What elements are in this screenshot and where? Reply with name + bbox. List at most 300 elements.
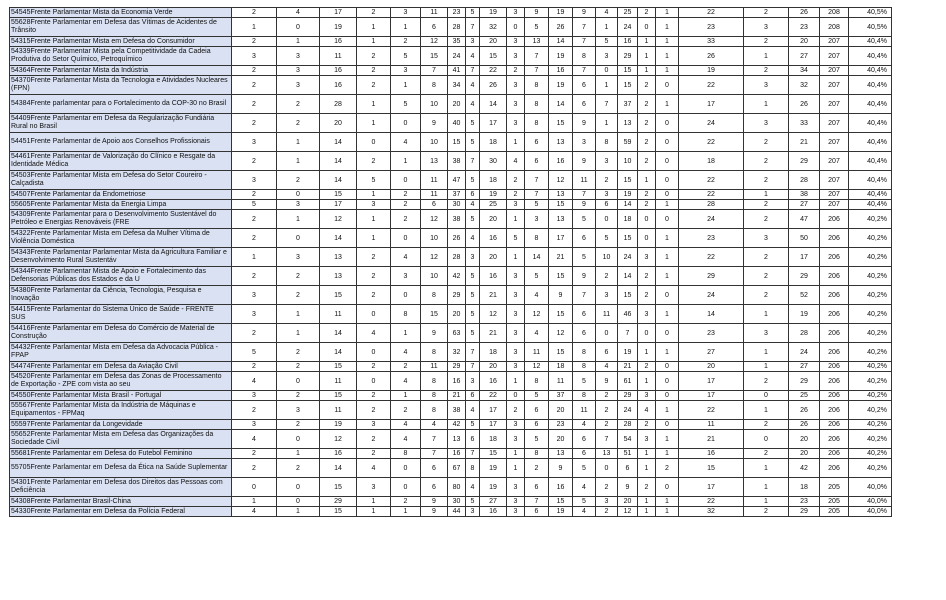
value-cell[interactable]: 6 xyxy=(573,324,596,343)
value-cell[interactable]: 27 xyxy=(789,200,820,210)
value-cell[interactable]: 4 xyxy=(466,76,480,95)
value-cell[interactable]: 0 xyxy=(656,362,679,372)
value-cell[interactable]: 3 xyxy=(744,324,789,343)
value-cell[interactable]: 9 xyxy=(421,507,448,517)
value-cell[interactable]: 20 xyxy=(480,362,507,372)
value-cell[interactable]: 32 xyxy=(448,343,466,362)
value-cell[interactable]: 7 xyxy=(466,66,480,76)
value-cell[interactable]: 4 xyxy=(466,229,480,248)
value-cell[interactable]: 32 xyxy=(679,507,744,517)
value-cell[interactable]: 19 xyxy=(480,8,507,18)
value-cell[interactable]: 2 xyxy=(744,8,789,18)
value-cell[interactable]: 16 xyxy=(480,372,507,391)
value-cell[interactable]: 3 xyxy=(744,76,789,95)
value-cell[interactable]: 7 xyxy=(466,362,480,372)
value-cell[interactable]: 3 xyxy=(507,8,525,18)
value-cell[interactable]: 26 xyxy=(480,76,507,95)
value-cell[interactable]: 32 xyxy=(480,18,507,37)
value-cell[interactable]: 18 xyxy=(480,343,507,362)
value-cell[interactable]: 6 xyxy=(525,478,549,497)
percent-cell[interactable]: 40,4% xyxy=(849,47,892,66)
value-cell[interactable]: 3 xyxy=(744,229,789,248)
value-cell[interactable]: 4 xyxy=(466,200,480,210)
value-cell[interactable]: 18 xyxy=(549,362,573,372)
row-name-cell[interactable]: 54507Frente Parlamentar da Endometriose xyxy=(10,190,232,200)
value-cell[interactable]: 2 xyxy=(638,114,656,133)
value-cell[interactable]: 9 xyxy=(421,324,448,343)
value-cell[interactable]: 10 xyxy=(596,248,618,267)
table-row[interactable] xyxy=(10,497,892,507)
value-cell[interactable]: 4 xyxy=(466,47,480,66)
row-name-cell[interactable]: 54503Frente Parlamentar Mista em Defesa do Setor Coureiro - Calçadista xyxy=(10,171,232,190)
value-cell[interactable]: 26 xyxy=(789,401,820,420)
value-cell[interactable]: 0 xyxy=(391,114,421,133)
value-cell[interactable]: 24 xyxy=(679,114,744,133)
table-row[interactable] xyxy=(10,449,892,459)
percent-cell[interactable]: 40,2% xyxy=(849,248,892,267)
value-cell[interactable]: 206 xyxy=(820,430,849,449)
percent-cell[interactable]: 40,2% xyxy=(849,229,892,248)
value-cell[interactable]: 1 xyxy=(357,210,391,229)
value-cell[interactable]: 3 xyxy=(507,343,525,362)
value-cell[interactable]: 20 xyxy=(789,449,820,459)
value-cell[interactable]: 15 xyxy=(320,362,357,372)
value-cell[interactable]: 12 xyxy=(480,305,507,324)
value-cell[interactable]: 14 xyxy=(618,200,638,210)
value-cell[interactable]: 2 xyxy=(507,401,525,420)
value-cell[interactable]: 2 xyxy=(357,391,391,401)
value-cell[interactable]: 8 xyxy=(421,76,448,95)
value-cell[interactable]: 8 xyxy=(466,459,480,478)
value-cell[interactable]: 6 xyxy=(573,229,596,248)
value-cell[interactable]: 207 xyxy=(820,190,849,200)
value-cell[interactable]: 1 xyxy=(507,248,525,267)
value-cell[interactable]: 17 xyxy=(320,8,357,18)
value-cell[interactable]: 206 xyxy=(820,401,849,420)
value-cell[interactable]: 4 xyxy=(232,430,277,449)
value-cell[interactable]: 5 xyxy=(525,267,549,286)
value-cell[interactable]: 16 xyxy=(679,449,744,459)
value-cell[interactable]: 20 xyxy=(549,430,573,449)
value-cell[interactable]: 2 xyxy=(596,171,618,190)
value-cell[interactable]: 1 xyxy=(744,95,789,114)
percent-cell[interactable]: 40,5% xyxy=(849,8,892,18)
value-cell[interactable]: 1 xyxy=(656,95,679,114)
value-cell[interactable]: 0 xyxy=(744,430,789,449)
value-cell[interactable]: 0 xyxy=(656,76,679,95)
value-cell[interactable]: 12 xyxy=(525,362,549,372)
value-cell[interactable]: 16 xyxy=(320,66,357,76)
value-cell[interactable]: 18 xyxy=(789,478,820,497)
value-cell[interactable]: 1 xyxy=(638,37,656,47)
value-cell[interactable]: 3 xyxy=(232,420,277,430)
value-cell[interactable]: 207 xyxy=(820,114,849,133)
value-cell[interactable]: 5 xyxy=(466,324,480,343)
value-cell[interactable]: 4 xyxy=(638,401,656,420)
percent-cell[interactable]: 40,5% xyxy=(849,18,892,37)
value-cell[interactable]: 2 xyxy=(507,171,525,190)
value-cell[interactable]: 21 xyxy=(480,324,507,343)
value-cell[interactable]: 19 xyxy=(480,459,507,478)
value-cell[interactable]: 4 xyxy=(391,372,421,391)
value-cell[interactable]: 24 xyxy=(618,18,638,37)
table-row[interactable] xyxy=(10,459,892,478)
value-cell[interactable]: 4 xyxy=(357,459,391,478)
value-cell[interactable]: 2 xyxy=(596,420,618,430)
value-cell[interactable]: 16 xyxy=(480,267,507,286)
value-cell[interactable]: 4 xyxy=(466,95,480,114)
value-cell[interactable]: 207 xyxy=(820,76,849,95)
value-cell[interactable]: 13 xyxy=(421,152,448,171)
value-cell[interactable]: 3 xyxy=(277,76,320,95)
value-cell[interactable]: 29 xyxy=(448,362,466,372)
value-cell[interactable]: 2 xyxy=(744,267,789,286)
value-cell[interactable]: 9 xyxy=(549,459,573,478)
value-cell[interactable]: 11 xyxy=(421,8,448,18)
value-cell[interactable]: 13 xyxy=(549,133,573,152)
value-cell[interactable]: 14 xyxy=(525,248,549,267)
value-cell[interactable]: 0 xyxy=(357,372,391,391)
value-cell[interactable]: 2 xyxy=(391,362,421,372)
value-cell[interactable]: 16 xyxy=(320,37,357,47)
value-cell[interactable]: 5 xyxy=(466,133,480,152)
value-cell[interactable]: 15 xyxy=(448,133,466,152)
value-cell[interactable]: 29 xyxy=(618,47,638,66)
value-cell[interactable]: 1 xyxy=(638,449,656,459)
value-cell[interactable]: 8 xyxy=(525,95,549,114)
value-cell[interactable]: 19 xyxy=(480,190,507,200)
value-cell[interactable]: 11 xyxy=(320,401,357,420)
value-cell[interactable]: 2 xyxy=(744,66,789,76)
value-cell[interactable]: 3 xyxy=(391,8,421,18)
value-cell[interactable]: 3 xyxy=(507,286,525,305)
value-cell[interactable]: 2 xyxy=(638,152,656,171)
value-cell[interactable]: 0 xyxy=(744,391,789,401)
value-cell[interactable]: 14 xyxy=(618,267,638,286)
value-cell[interactable]: 13 xyxy=(549,190,573,200)
row-name-cell[interactable]: 55681Frente Parlamentar em Defesa do Futebol Feminino xyxy=(10,449,232,459)
value-cell[interactable]: 206 xyxy=(820,449,849,459)
value-cell[interactable]: 17 xyxy=(679,478,744,497)
value-cell[interactable]: 1 xyxy=(656,305,679,324)
row-name-cell[interactable]: 54344Frente Parlamentar Mista de Apoio e Fortalecimento das Defensorias Públicas dos Estados e da U xyxy=(10,267,232,286)
value-cell[interactable]: 80 xyxy=(448,478,466,497)
row-name-cell[interactable]: 54409Frente Parlamentar em Defesa da Regularização Fundiária Rural no Brasil xyxy=(10,114,232,133)
value-cell[interactable]: 4 xyxy=(232,507,277,517)
value-cell[interactable]: 1 xyxy=(391,391,421,401)
value-cell[interactable]: 2 xyxy=(391,401,421,420)
value-cell[interactable]: 2 xyxy=(744,449,789,459)
value-cell[interactable]: 3 xyxy=(596,190,618,200)
table-row[interactable] xyxy=(10,37,892,47)
value-cell[interactable]: 0 xyxy=(357,305,391,324)
value-cell[interactable]: 14 xyxy=(679,305,744,324)
value-cell[interactable]: 9 xyxy=(596,372,618,391)
value-cell[interactable]: 2 xyxy=(638,286,656,305)
value-cell[interactable]: 11 xyxy=(573,171,596,190)
value-cell[interactable]: 10 xyxy=(421,133,448,152)
value-cell[interactable]: 34 xyxy=(448,76,466,95)
table-row[interactable] xyxy=(10,8,892,18)
value-cell[interactable]: 2 xyxy=(656,459,679,478)
value-cell[interactable]: 4 xyxy=(357,324,391,343)
value-cell[interactable]: 2 xyxy=(744,507,789,517)
value-cell[interactable]: 15 xyxy=(549,343,573,362)
value-cell[interactable]: 206 xyxy=(820,343,849,362)
value-cell[interactable]: 8 xyxy=(421,343,448,362)
value-cell[interactable]: 15 xyxy=(480,449,507,459)
row-name-cell[interactable]: 54370Frente Parlamentar Mista da Tecnologia e Atividades Nucleares (FPN) xyxy=(10,76,232,95)
value-cell[interactable]: 16 xyxy=(549,66,573,76)
value-cell[interactable]: 12 xyxy=(525,305,549,324)
value-cell[interactable]: 16 xyxy=(480,229,507,248)
value-cell[interactable]: 20 xyxy=(789,37,820,47)
value-cell[interactable]: 9 xyxy=(573,114,596,133)
value-cell[interactable]: 28 xyxy=(448,18,466,37)
table-row[interactable] xyxy=(10,248,892,267)
value-cell[interactable]: 15 xyxy=(480,47,507,66)
value-cell[interactable]: 3 xyxy=(507,478,525,497)
value-cell[interactable]: 47 xyxy=(448,171,466,190)
value-cell[interactable]: 3 xyxy=(744,18,789,37)
value-cell[interactable]: 19 xyxy=(320,420,357,430)
row-name-cell[interactable]: 55652Frente Parlamentar Mista em Defesa das Organizações da Sociedade Civil xyxy=(10,430,232,449)
table-row[interactable] xyxy=(10,200,892,210)
value-cell[interactable]: 7 xyxy=(525,171,549,190)
value-cell[interactable]: 5 xyxy=(525,430,549,449)
value-cell[interactable]: 1 xyxy=(656,47,679,66)
value-cell[interactable]: 23 xyxy=(679,229,744,248)
value-cell[interactable]: 206 xyxy=(820,362,849,372)
value-cell[interactable]: 3 xyxy=(507,76,525,95)
value-cell[interactable]: 4 xyxy=(391,248,421,267)
value-cell[interactable]: 0 xyxy=(638,229,656,248)
value-cell[interactable]: 2 xyxy=(357,449,391,459)
value-cell[interactable]: 0 xyxy=(656,420,679,430)
value-cell[interactable]: 8 xyxy=(573,391,596,401)
value-cell[interactable]: 4 xyxy=(525,286,549,305)
value-cell[interactable]: 22 xyxy=(679,401,744,420)
value-cell[interactable]: 47 xyxy=(789,210,820,229)
value-cell[interactable]: 3 xyxy=(466,248,480,267)
value-cell[interactable]: 26 xyxy=(789,420,820,430)
value-cell[interactable]: 2 xyxy=(391,37,421,47)
table-row[interactable] xyxy=(10,391,892,401)
value-cell[interactable]: 3 xyxy=(507,430,525,449)
value-cell[interactable]: 52 xyxy=(789,286,820,305)
value-cell[interactable]: 2 xyxy=(744,152,789,171)
value-cell[interactable]: 2 xyxy=(638,95,656,114)
value-cell[interactable]: 206 xyxy=(820,229,849,248)
table-row[interactable] xyxy=(10,66,892,76)
value-cell[interactable]: 29 xyxy=(789,507,820,517)
value-cell[interactable]: 6 xyxy=(525,507,549,517)
value-cell[interactable]: 16 xyxy=(549,478,573,497)
value-cell[interactable]: 16 xyxy=(448,372,466,391)
row-name-cell[interactable]: 55567Frente Parlamentar Mista da Indústria de Máquinas e Equipamentos - FPMaq xyxy=(10,401,232,420)
value-cell[interactable]: 5 xyxy=(466,305,480,324)
value-cell[interactable]: 5 xyxy=(466,8,480,18)
value-cell[interactable]: 14 xyxy=(320,459,357,478)
value-cell[interactable]: 2 xyxy=(232,401,277,420)
value-cell[interactable]: 2 xyxy=(357,401,391,420)
value-cell[interactable]: 1 xyxy=(357,18,391,37)
value-cell[interactable]: 3 xyxy=(507,47,525,66)
value-cell[interactable]: 3 xyxy=(507,95,525,114)
value-cell[interactable]: 5 xyxy=(525,18,549,37)
value-cell[interactable]: 4 xyxy=(232,372,277,391)
value-cell[interactable]: 0 xyxy=(596,66,618,76)
value-cell[interactable]: 5 xyxy=(525,200,549,210)
value-cell[interactable]: 3 xyxy=(596,152,618,171)
percent-cell[interactable]: 40,2% xyxy=(849,324,892,343)
value-cell[interactable]: 42 xyxy=(448,267,466,286)
value-cell[interactable]: 206 xyxy=(820,248,849,267)
value-cell[interactable]: 54 xyxy=(618,430,638,449)
value-cell[interactable]: 1 xyxy=(638,47,656,66)
value-cell[interactable]: 1 xyxy=(507,133,525,152)
table-row[interactable] xyxy=(10,114,892,133)
value-cell[interactable]: 24 xyxy=(448,47,466,66)
value-cell[interactable]: 15 xyxy=(320,478,357,497)
value-cell[interactable]: 13 xyxy=(525,37,549,47)
value-cell[interactable]: 2 xyxy=(357,8,391,18)
value-cell[interactable]: 22 xyxy=(480,391,507,401)
value-cell[interactable]: 206 xyxy=(820,305,849,324)
value-cell[interactable]: 7 xyxy=(466,18,480,37)
value-cell[interactable]: 19 xyxy=(789,305,820,324)
value-cell[interactable]: 17 xyxy=(480,420,507,430)
value-cell[interactable]: 207 xyxy=(820,200,849,210)
value-cell[interactable]: 8 xyxy=(596,133,618,152)
value-cell[interactable]: 3 xyxy=(466,372,480,391)
value-cell[interactable]: 1 xyxy=(656,229,679,248)
value-cell[interactable]: 2 xyxy=(232,66,277,76)
value-cell[interactable]: 18 xyxy=(618,210,638,229)
value-cell[interactable]: 20 xyxy=(448,305,466,324)
value-cell[interactable]: 7 xyxy=(466,449,480,459)
percent-cell[interactable]: 40,4% xyxy=(849,152,892,171)
value-cell[interactable]: 0 xyxy=(391,459,421,478)
value-cell[interactable]: 3 xyxy=(277,248,320,267)
value-cell[interactable]: 2 xyxy=(357,286,391,305)
value-cell[interactable]: 2 xyxy=(357,76,391,95)
value-cell[interactable]: 23 xyxy=(679,324,744,343)
value-cell[interactable]: 11 xyxy=(421,362,448,372)
value-cell[interactable]: 22 xyxy=(679,8,744,18)
value-cell[interactable]: 2 xyxy=(232,449,277,459)
value-cell[interactable]: 21 xyxy=(618,362,638,372)
value-cell[interactable]: 13 xyxy=(596,449,618,459)
value-cell[interactable]: 28 xyxy=(789,171,820,190)
value-cell[interactable]: 4 xyxy=(573,420,596,430)
value-cell[interactable]: 6 xyxy=(466,430,480,449)
value-cell[interactable]: 207 xyxy=(820,47,849,66)
value-cell[interactable]: 3 xyxy=(507,267,525,286)
value-cell[interactable]: 2 xyxy=(277,362,320,372)
value-cell[interactable]: 24 xyxy=(679,286,744,305)
value-cell[interactable]: 6 xyxy=(573,95,596,114)
value-cell[interactable]: 0 xyxy=(277,229,320,248)
value-cell[interactable]: 26 xyxy=(789,8,820,18)
value-cell[interactable]: 2 xyxy=(232,362,277,372)
value-cell[interactable]: 0 xyxy=(656,171,679,190)
value-cell[interactable]: 1 xyxy=(596,114,618,133)
table-row[interactable] xyxy=(10,507,892,517)
value-cell[interactable]: 15 xyxy=(421,305,448,324)
row-name-cell[interactable]: 54364Frente Parlamentar Mista da Indústria xyxy=(10,66,232,76)
value-cell[interactable]: 2 xyxy=(357,47,391,66)
value-cell[interactable]: 8 xyxy=(573,47,596,66)
value-cell[interactable]: 11 xyxy=(320,47,357,66)
row-name-cell[interactable]: 54415Frente Parlamentar do Sistema Único de Saúde - FRENTE SUS xyxy=(10,305,232,324)
value-cell[interactable]: 206 xyxy=(820,210,849,229)
value-cell[interactable]: 206 xyxy=(820,324,849,343)
value-cell[interactable]: 1 xyxy=(391,76,421,95)
row-name-cell[interactable]: 54339Frente Parlamentar Mista pela Competitividade da Cadeia Produtiva do Setor Químico, Petroquímico xyxy=(10,47,232,66)
row-name-cell[interactable]: 54550Frente Parlamentar Mista Brasil - Portugal xyxy=(10,391,232,401)
value-cell[interactable]: 2 xyxy=(277,171,320,190)
value-cell[interactable]: 38 xyxy=(448,401,466,420)
value-cell[interactable]: 7 xyxy=(525,66,549,76)
value-cell[interactable]: 4 xyxy=(421,420,448,430)
value-cell[interactable]: 1 xyxy=(656,267,679,286)
value-cell[interactable]: 8 xyxy=(573,343,596,362)
value-cell[interactable]: 27 xyxy=(679,343,744,362)
value-cell[interactable]: 20 xyxy=(549,401,573,420)
value-cell[interactable]: 9 xyxy=(573,8,596,18)
table-row[interactable] xyxy=(10,95,892,114)
value-cell[interactable]: 17 xyxy=(480,401,507,420)
value-cell[interactable]: 0 xyxy=(391,171,421,190)
value-cell[interactable]: 51 xyxy=(618,449,638,459)
value-cell[interactable]: 5 xyxy=(232,343,277,362)
value-cell[interactable]: 7 xyxy=(466,152,480,171)
value-cell[interactable]: 33 xyxy=(679,37,744,47)
value-cell[interactable]: 8 xyxy=(525,76,549,95)
value-cell[interactable]: 2 xyxy=(744,133,789,152)
value-cell[interactable]: 206 xyxy=(820,286,849,305)
value-cell[interactable]: 17 xyxy=(480,114,507,133)
value-cell[interactable]: 12 xyxy=(320,430,357,449)
value-cell[interactable]: 0 xyxy=(596,459,618,478)
value-cell[interactable]: 6 xyxy=(421,18,448,37)
value-cell[interactable]: 4 xyxy=(391,430,421,449)
value-cell[interactable]: 6 xyxy=(573,76,596,95)
value-cell[interactable]: 28 xyxy=(320,95,357,114)
value-cell[interactable]: 11 xyxy=(421,171,448,190)
value-cell[interactable]: 3 xyxy=(596,47,618,66)
value-cell[interactable]: 18 xyxy=(480,171,507,190)
table-row[interactable] xyxy=(10,401,892,420)
value-cell[interactable]: 8 xyxy=(525,229,549,248)
value-cell[interactable]: 1 xyxy=(744,497,789,507)
value-cell[interactable]: 9 xyxy=(573,200,596,210)
value-cell[interactable]: 11 xyxy=(525,343,549,362)
value-cell[interactable]: 13 xyxy=(448,430,466,449)
value-cell[interactable]: 1 xyxy=(507,459,525,478)
value-cell[interactable]: 2 xyxy=(357,267,391,286)
table-row[interactable] xyxy=(10,18,892,37)
value-cell[interactable]: 30 xyxy=(480,152,507,171)
value-cell[interactable]: 3 xyxy=(638,248,656,267)
value-cell[interactable]: 1 xyxy=(277,152,320,171)
value-cell[interactable]: 41 xyxy=(448,66,466,76)
value-cell[interactable]: 1 xyxy=(656,37,679,47)
value-cell[interactable]: 26 xyxy=(789,95,820,114)
value-cell[interactable]: 2 xyxy=(232,267,277,286)
value-cell[interactable]: 1 xyxy=(656,507,679,517)
